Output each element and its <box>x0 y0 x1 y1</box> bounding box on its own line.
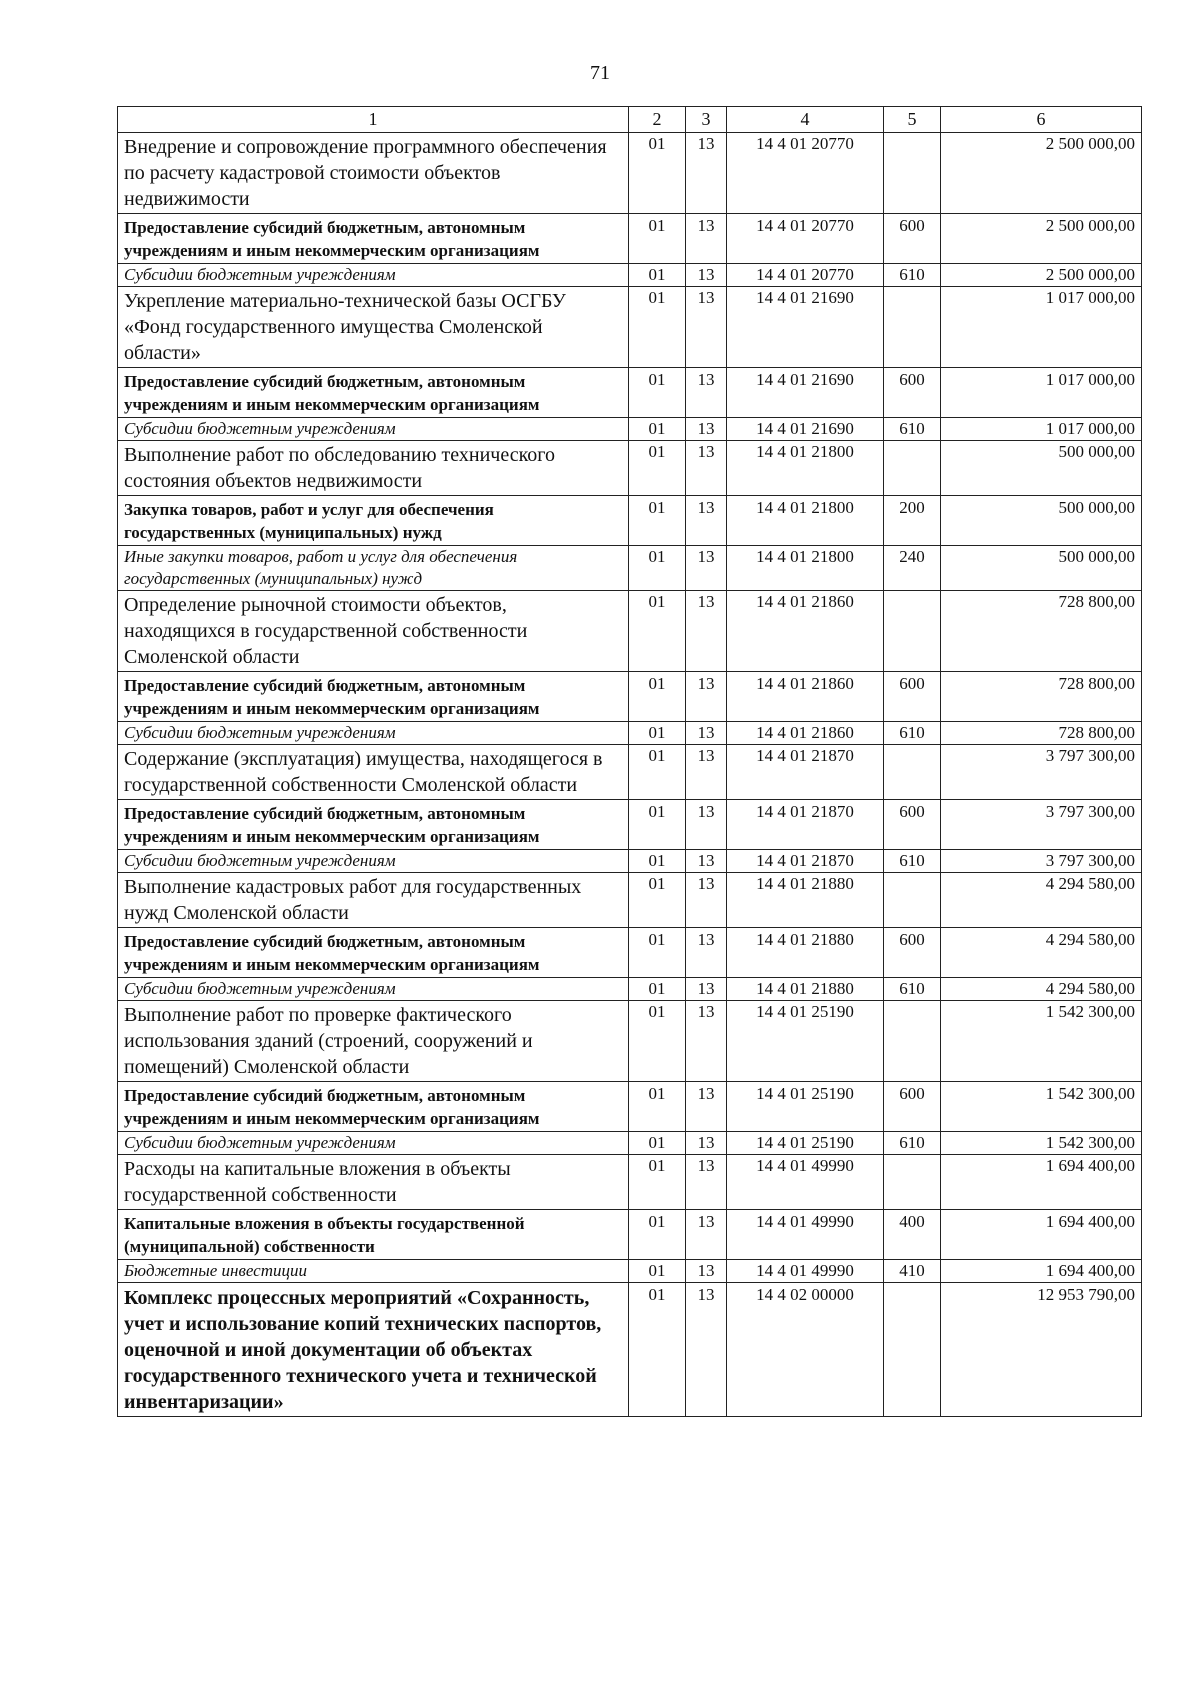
row-subsection-code: 13 <box>686 873 727 928</box>
table-row <box>118 418 1142 441</box>
row-amount: 4 294 580,00 <box>941 873 1142 928</box>
table-row <box>118 928 1142 978</box>
row-subsection-code: 13 <box>686 1155 727 1210</box>
row-target-article: 14 4 01 20770 <box>727 133 884 214</box>
row-description: Предоставление субсидий бюджетным, автономным учреждениям и иным некоммерческим организациям <box>118 800 629 850</box>
header-col-6: 6 <box>941 107 1142 133</box>
table-row <box>118 873 1142 928</box>
row-target-article: 14 4 01 21870 <box>727 850 884 873</box>
header-row <box>118 107 1142 133</box>
row-amount: 728 800,00 <box>941 722 1142 745</box>
row-description: Определение рыночной стоимости объектов, находящихся в государственной собственности Смоленской области <box>118 591 629 672</box>
row-expense-type <box>884 1283 941 1417</box>
row-target-article: 14 4 01 20770 <box>727 214 884 264</box>
row-subsection-code: 13 <box>686 1283 727 1417</box>
row-description: Субсидии бюджетным учреждениям <box>118 418 629 441</box>
row-section-code: 01 <box>629 850 686 873</box>
row-expense-type <box>884 441 941 496</box>
row-target-article: 14 4 01 21800 <box>727 441 884 496</box>
row-expense-type: 610 <box>884 1132 941 1155</box>
table-row <box>118 850 1142 873</box>
table-row <box>118 368 1142 418</box>
row-subsection-code: 13 <box>686 672 727 722</box>
row-amount: 728 800,00 <box>941 591 1142 672</box>
row-amount: 1 542 300,00 <box>941 1001 1142 1082</box>
row-expense-type: 610 <box>884 722 941 745</box>
row-target-article: 14 4 02 00000 <box>727 1283 884 1417</box>
row-section-code: 01 <box>629 672 686 722</box>
table-row <box>118 1155 1142 1210</box>
row-amount: 3 797 300,00 <box>941 800 1142 850</box>
row-amount: 12 953 790,00 <box>941 1283 1142 1417</box>
row-section-code: 01 <box>629 287 686 368</box>
row-target-article: 14 4 01 25190 <box>727 1132 884 1155</box>
table-row <box>118 441 1142 496</box>
row-expense-type: 600 <box>884 800 941 850</box>
row-target-article: 14 4 01 21800 <box>727 496 884 546</box>
row-subsection-code: 13 <box>686 546 727 591</box>
row-section-code: 01 <box>629 873 686 928</box>
row-target-article: 14 4 01 21880 <box>727 978 884 1001</box>
row-amount: 2 500 000,00 <box>941 264 1142 287</box>
row-expense-type: 610 <box>884 978 941 1001</box>
row-subsection-code: 13 <box>686 287 727 368</box>
table-row <box>118 1260 1142 1283</box>
row-amount: 4 294 580,00 <box>941 928 1142 978</box>
row-expense-type: 200 <box>884 496 941 546</box>
row-description: Комплекс процессных мероприятий «Сохранность, учет и использование копий технических паспортов, оценочной и иной документации об объектах государственного технического учета и технической инвентаризации» <box>118 1283 629 1417</box>
table-row <box>118 133 1142 214</box>
header-col-1: 1 <box>118 107 629 133</box>
row-subsection-code: 13 <box>686 1082 727 1132</box>
row-amount: 1 694 400,00 <box>941 1210 1142 1260</box>
row-section-code: 01 <box>629 1155 686 1210</box>
table-row <box>118 1283 1142 1417</box>
table-row <box>118 591 1142 672</box>
row-expense-type: 610 <box>884 264 941 287</box>
row-description: Иные закупки товаров, работ и услуг для обеспечения государственных (муниципальных) нужд <box>118 546 629 591</box>
row-subsection-code: 13 <box>686 1132 727 1155</box>
row-subsection-code: 13 <box>686 978 727 1001</box>
page-number: 71 <box>590 62 610 84</box>
row-amount: 1 017 000,00 <box>941 418 1142 441</box>
row-expense-type: 240 <box>884 546 941 591</box>
table-row <box>118 1210 1142 1260</box>
row-subsection-code: 13 <box>686 1001 727 1082</box>
row-description: Выполнение работ по проверке фактического использования зданий (строений, сооружений и помещений) Смоленской области <box>118 1001 629 1082</box>
row-subsection-code: 13 <box>686 800 727 850</box>
row-target-article: 14 4 01 21880 <box>727 928 884 978</box>
table-row <box>118 722 1142 745</box>
row-target-article: 14 4 01 25190 <box>727 1001 884 1082</box>
row-expense-type <box>884 873 941 928</box>
table-row <box>118 1001 1142 1082</box>
row-expense-type: 600 <box>884 214 941 264</box>
row-description: Укрепление материально-технической базы ОСГБУ «Фонд государственного имущества Смоленской области» <box>118 287 629 368</box>
table-row <box>118 1132 1142 1155</box>
row-expense-type: 600 <box>884 1082 941 1132</box>
table-row <box>118 546 1142 591</box>
row-section-code: 01 <box>629 1283 686 1417</box>
row-amount: 728 800,00 <box>941 672 1142 722</box>
row-expense-type <box>884 1001 941 1082</box>
row-target-article: 14 4 01 21690 <box>727 368 884 418</box>
row-expense-type <box>884 287 941 368</box>
row-description: Субсидии бюджетным учреждениям <box>118 1132 629 1155</box>
row-target-article: 14 4 01 21870 <box>727 745 884 800</box>
row-expense-type: 400 <box>884 1210 941 1260</box>
row-amount: 2 500 000,00 <box>941 214 1142 264</box>
row-target-article: 14 4 01 25190 <box>727 1082 884 1132</box>
table-row <box>118 672 1142 722</box>
row-amount: 1 017 000,00 <box>941 287 1142 368</box>
header-col-3: 3 <box>686 107 727 133</box>
row-amount: 1 542 300,00 <box>941 1132 1142 1155</box>
row-subsection-code: 13 <box>686 441 727 496</box>
row-subsection-code: 13 <box>686 745 727 800</box>
table-row <box>118 264 1142 287</box>
row-description: Субсидии бюджетным учреждениям <box>118 722 629 745</box>
table-row <box>118 800 1142 850</box>
row-section-code: 01 <box>629 133 686 214</box>
row-section-code: 01 <box>629 722 686 745</box>
row-amount: 500 000,00 <box>941 546 1142 591</box>
row-expense-type: 600 <box>884 368 941 418</box>
row-amount: 3 797 300,00 <box>941 850 1142 873</box>
row-subsection-code: 13 <box>686 1260 727 1283</box>
row-section-code: 01 <box>629 441 686 496</box>
row-subsection-code: 13 <box>686 722 727 745</box>
row-description: Расходы на капитальные вложения в объекты государственной собственности <box>118 1155 629 1210</box>
row-subsection-code: 13 <box>686 496 727 546</box>
row-amount: 4 294 580,00 <box>941 978 1142 1001</box>
row-target-article: 14 4 01 21860 <box>727 591 884 672</box>
row-section-code: 01 <box>629 591 686 672</box>
row-section-code: 01 <box>629 928 686 978</box>
table-body <box>118 133 1142 1417</box>
row-expense-type: 600 <box>884 928 941 978</box>
row-subsection-code: 13 <box>686 368 727 418</box>
row-amount: 3 797 300,00 <box>941 745 1142 800</box>
row-description: Содержание (эксплуатация) имущества, находящегося в государственной собственности Смоленской области <box>118 745 629 800</box>
row-target-article: 14 4 01 49990 <box>727 1260 884 1283</box>
row-section-code: 01 <box>629 978 686 1001</box>
header-col-4: 4 <box>727 107 884 133</box>
row-expense-type <box>884 133 941 214</box>
row-section-code: 01 <box>629 546 686 591</box>
table-row <box>118 214 1142 264</box>
row-amount: 1 694 400,00 <box>941 1155 1142 1210</box>
row-amount: 500 000,00 <box>941 441 1142 496</box>
row-description: Предоставление субсидий бюджетным, автономным учреждениям и иным некоммерческим организациям <box>118 672 629 722</box>
row-target-article: 14 4 01 49990 <box>727 1155 884 1210</box>
row-description: Выполнение кадастровых работ для государственных нужд Смоленской области <box>118 873 629 928</box>
row-target-article: 14 4 01 49990 <box>727 1210 884 1260</box>
row-section-code: 01 <box>629 800 686 850</box>
row-amount: 500 000,00 <box>941 496 1142 546</box>
row-description: Субсидии бюджетным учреждениям <box>118 264 629 287</box>
row-description: Предоставление субсидий бюджетным, автономным учреждениям и иным некоммерческим организациям <box>118 1082 629 1132</box>
table-row <box>118 1082 1142 1132</box>
header-col-5: 5 <box>884 107 941 133</box>
row-amount: 1 017 000,00 <box>941 368 1142 418</box>
row-target-article: 14 4 01 21860 <box>727 672 884 722</box>
row-expense-type <box>884 745 941 800</box>
row-description: Бюджетные инвестиции <box>118 1260 629 1283</box>
row-amount: 2 500 000,00 <box>941 133 1142 214</box>
row-section-code: 01 <box>629 214 686 264</box>
row-description: Выполнение работ по обследованию технического состояния объектов недвижимости <box>118 441 629 496</box>
row-subsection-code: 13 <box>686 850 727 873</box>
row-description: Субсидии бюджетным учреждениям <box>118 978 629 1001</box>
row-description: Предоставление субсидий бюджетным, автономным учреждениям и иным некоммерческим организациям <box>118 368 629 418</box>
row-section-code: 01 <box>629 1082 686 1132</box>
row-section-code: 01 <box>629 1260 686 1283</box>
row-subsection-code: 13 <box>686 1210 727 1260</box>
row-amount: 1 694 400,00 <box>941 1260 1142 1283</box>
row-expense-type <box>884 591 941 672</box>
table-row <box>118 978 1142 1001</box>
row-expense-type <box>884 1155 941 1210</box>
table-row <box>118 745 1142 800</box>
row-section-code: 01 <box>629 1132 686 1155</box>
row-subsection-code: 13 <box>686 264 727 287</box>
row-section-code: 01 <box>629 496 686 546</box>
row-description: Закупка товаров, работ и услуг для обеспечения государственных (муниципальных) нужд <box>118 496 629 546</box>
row-section-code: 01 <box>629 1001 686 1082</box>
row-target-article: 14 4 01 20770 <box>727 264 884 287</box>
row-subsection-code: 13 <box>686 928 727 978</box>
row-expense-type: 610 <box>884 850 941 873</box>
row-subsection-code: 13 <box>686 133 727 214</box>
row-description: Предоставление субсидий бюджетным, автономным учреждениям и иным некоммерческим организациям <box>118 214 629 264</box>
row-section-code: 01 <box>629 264 686 287</box>
row-description: Субсидии бюджетным учреждениям <box>118 850 629 873</box>
row-expense-type: 410 <box>884 1260 941 1283</box>
row-subsection-code: 13 <box>686 418 727 441</box>
row-target-article: 14 4 01 21690 <box>727 418 884 441</box>
row-expense-type: 610 <box>884 418 941 441</box>
row-subsection-code: 13 <box>686 591 727 672</box>
row-section-code: 01 <box>629 368 686 418</box>
row-target-article: 14 4 01 21690 <box>727 287 884 368</box>
row-target-article: 14 4 01 21800 <box>727 546 884 591</box>
row-section-code: 01 <box>629 418 686 441</box>
row-description: Предоставление субсидий бюджетным, автономным учреждениям и иным некоммерческим организациям <box>118 928 629 978</box>
table-row <box>118 287 1142 368</box>
row-amount: 1 542 300,00 <box>941 1082 1142 1132</box>
header-col-2: 2 <box>629 107 686 133</box>
row-target-article: 14 4 01 21870 <box>727 800 884 850</box>
table-row <box>118 496 1142 546</box>
row-section-code: 01 <box>629 745 686 800</box>
row-subsection-code: 13 <box>686 214 727 264</box>
row-expense-type: 600 <box>884 672 941 722</box>
row-target-article: 14 4 01 21880 <box>727 873 884 928</box>
budget-table <box>117 106 1142 1417</box>
row-target-article: 14 4 01 21860 <box>727 722 884 745</box>
row-description: Внедрение и сопровождение программного обеспечения по расчету кадастровой стоимости объектов недвижимости <box>118 133 629 214</box>
row-section-code: 01 <box>629 1210 686 1260</box>
row-description: Капитальные вложения в объекты государственной (муниципальной) собственности <box>118 1210 629 1260</box>
